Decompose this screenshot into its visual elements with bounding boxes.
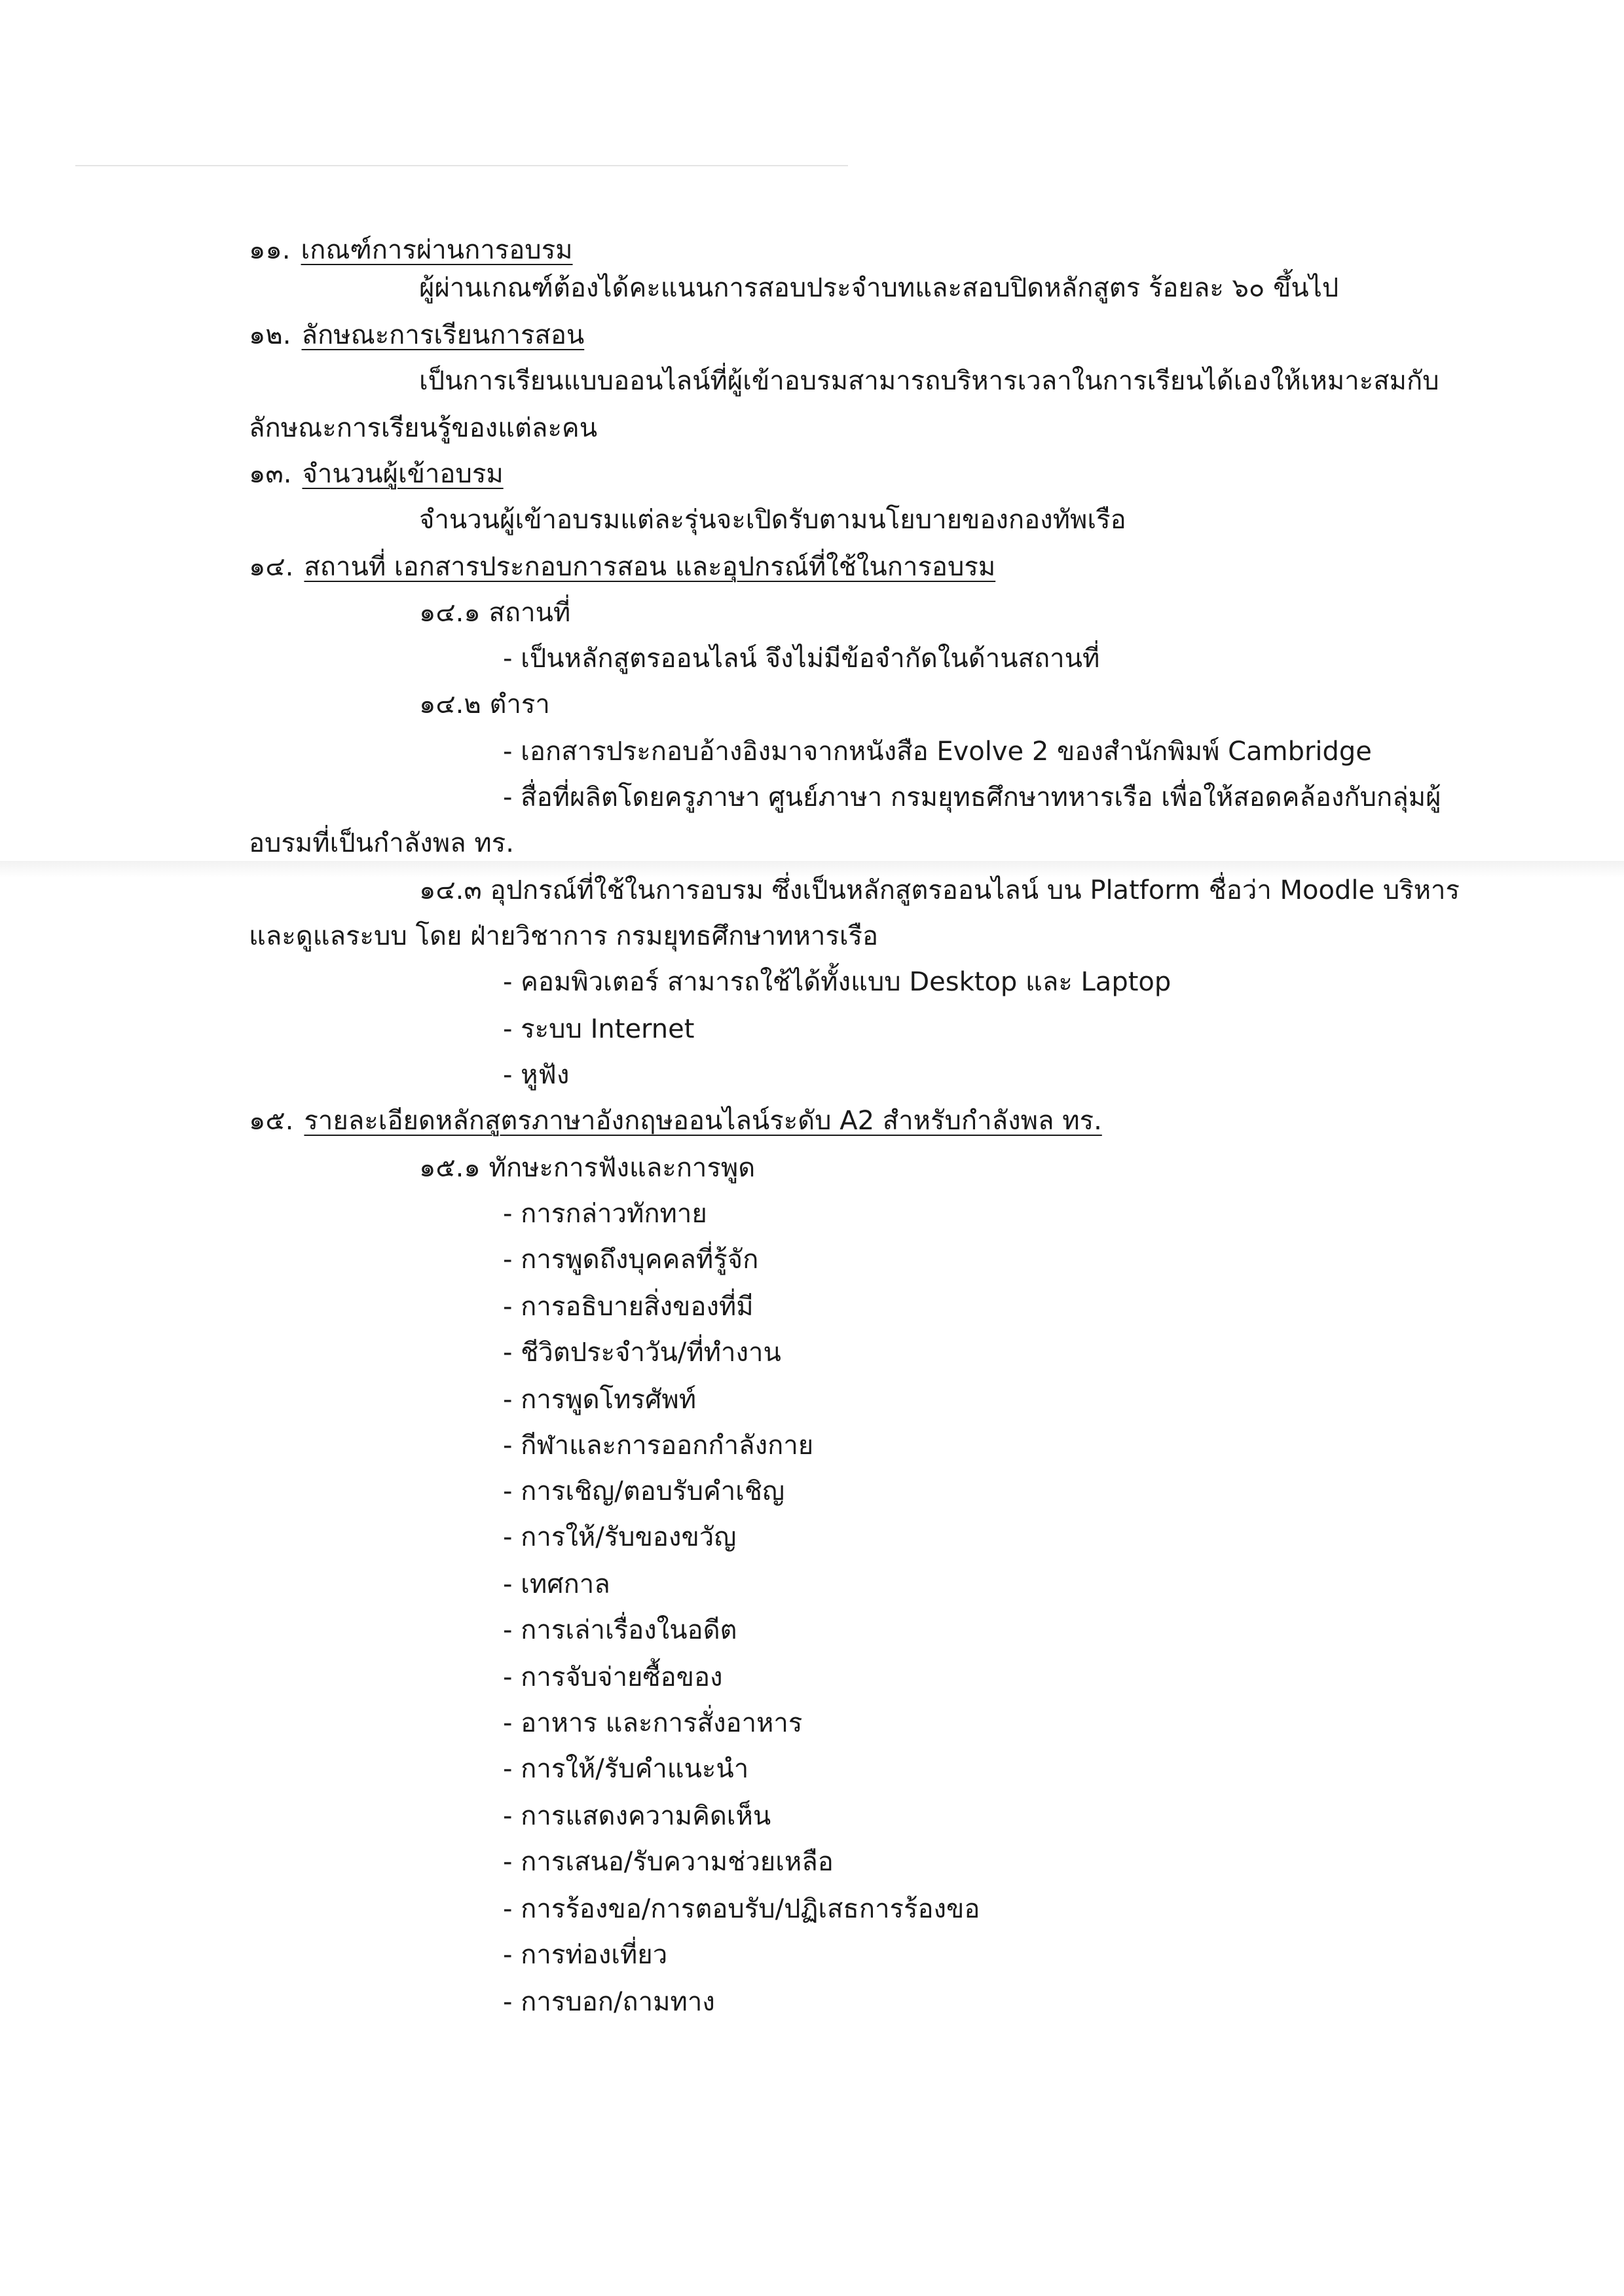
list-item: - คอมพิวเตอร์ สามารถใช้ได้ทั้งแบบ Desktop และ Laptop	[503, 967, 1172, 997]
section-11-body: ผู้ผ่านเกณฑ์ต้องได้คะแนนการสอบประจำบทและสอบปิดหลักสูตร ร้อยละ ๖๐ ขึ้นไป	[419, 273, 1339, 303]
section-title: รายละเอียดหลักสูตรภาษาอังกฤษออนไลน์ระดับ A2 สำหรับกำลังพล ทร.	[304, 1106, 1102, 1136]
subsection-14-1-heading: ๑๔.๑ สถานที่	[419, 598, 571, 628]
section-title: สถานที่ เอกสารประกอบการสอน และอุปกรณ์ที่ใช้ในการอบรม	[304, 552, 996, 582]
list-item: - การเสนอ/รับความช่วยเหลือ	[503, 1847, 834, 1877]
list-item: - การพูดถึงบุคคลที่รู้จัก	[503, 1245, 759, 1275]
scan-artifact-line	[75, 165, 848, 166]
section-13-heading	[249, 457, 504, 491]
list-item: - การเชิญ/ตอบรับคำเชิญ	[503, 1476, 785, 1506]
list-item: - การร้องขอ/การตอบรับ/ปฏิเสธการร้องขอ	[503, 1894, 980, 1924]
list-item-cont: อบรมที่เป็นกำลังพล ทร.	[249, 828, 514, 858]
list-item: - การบอก/ถามทาง	[503, 1987, 715, 2017]
section-12-heading	[249, 318, 584, 352]
list-item: - การอธิบายสิ่งของที่มี	[503, 1292, 754, 1322]
list-item: - การเล่าเรื่องในอดีต	[503, 1615, 737, 1645]
section-number: ๑๓.	[249, 459, 292, 489]
subsection-14-2-heading: ๑๔.๒ ตำรา	[419, 689, 550, 720]
list-item: - เป็นหลักสูตรออนไลน์ จึงไม่มีข้อจำกัดในด้านสถานที่	[503, 644, 1100, 674]
section-number: ๑๔.	[249, 552, 294, 582]
section-number: ๑๕.	[249, 1106, 294, 1136]
list-item: - เอกสารประกอบอ้างอิงมาจากหนังสือ Evolve 2 ของสำนักพิมพ์ Cambridge	[503, 737, 1372, 767]
list-item: - หูฟัง	[503, 1060, 570, 1090]
list-item: - ระบบ Internet	[503, 1014, 695, 1044]
list-item: - กีฬาและการออกกำลังกาย	[503, 1430, 814, 1461]
list-item: - การให้/รับคำแนะนำ	[503, 1754, 749, 1784]
section-title: จำนวนผู้เข้าอบรม	[302, 459, 504, 489]
section-number: ๑๒.	[249, 320, 291, 350]
list-item: - การแสดงความคิดเห็น	[503, 1801, 771, 1831]
subsection-14-3-cont: และดูแลระบบ โดย ฝ่ายวิชาการ กรมยุทธศึกษาทหารเรือ	[249, 921, 878, 951]
list-item: - การจับจ่ายซื้อของ	[503, 1662, 723, 1692]
subsection-14-3-heading: ๑๔.๓ อุปกรณ์ที่ใช้ในการอบรม ซึ่งเป็นหลักสูตรออนไลน์ บน Platform ชื่อว่า Moodle บริหาร	[419, 875, 1460, 905]
section-15-heading	[249, 1104, 1102, 1138]
section-13-body: จำนวนผู้เข้าอบรมแต่ละรุ่นจะเปิดรับตามนโยบายของกองทัพเรือ	[419, 505, 1126, 535]
list-item: - การพูดโทรศัพท์	[503, 1385, 697, 1415]
subsection-15-1-heading: ๑๕.๑ ทักษะการฟังและการพูด	[419, 1153, 756, 1183]
list-item: - การท่องเที่ยว	[503, 1940, 668, 1970]
list-item: - อาหาร และการสั่งอาหาร	[503, 1708, 803, 1738]
list-item: - สื่อที่ผลิตโดยครูภาษา ศูนย์ภาษา กรมยุทธศึกษาทหารเรือ เพื่อให้สอดคล้องกับกลุ่มผู้	[503, 782, 1441, 812]
section-title: ลักษณะการเรียนการสอน	[301, 320, 585, 350]
section-12-body-cont: ลักษณะการเรียนรู้ของแต่ละคน	[249, 413, 598, 443]
section-12-body: เป็นการเรียนแบบออนไลน์ที่ผู้เข้าอบรมสามารถบริหารเวลาในการเรียนได้เองให้เหมาะสมกับ	[419, 366, 1439, 396]
list-item: - เทศกาล	[503, 1569, 610, 1599]
list-item: - การให้/รับของขวัญ	[503, 1522, 737, 1552]
section-14-heading	[249, 550, 995, 584]
list-item: - การกล่าวทักทาย	[503, 1199, 707, 1229]
section-11-heading	[249, 233, 573, 267]
section-number: ๑๑.	[249, 235, 291, 265]
list-item: - ชีวิตประจำวัน/ที่ทำงาน	[503, 1338, 781, 1368]
section-title: เกณฑ์การผ่านการอบรม	[301, 235, 573, 265]
